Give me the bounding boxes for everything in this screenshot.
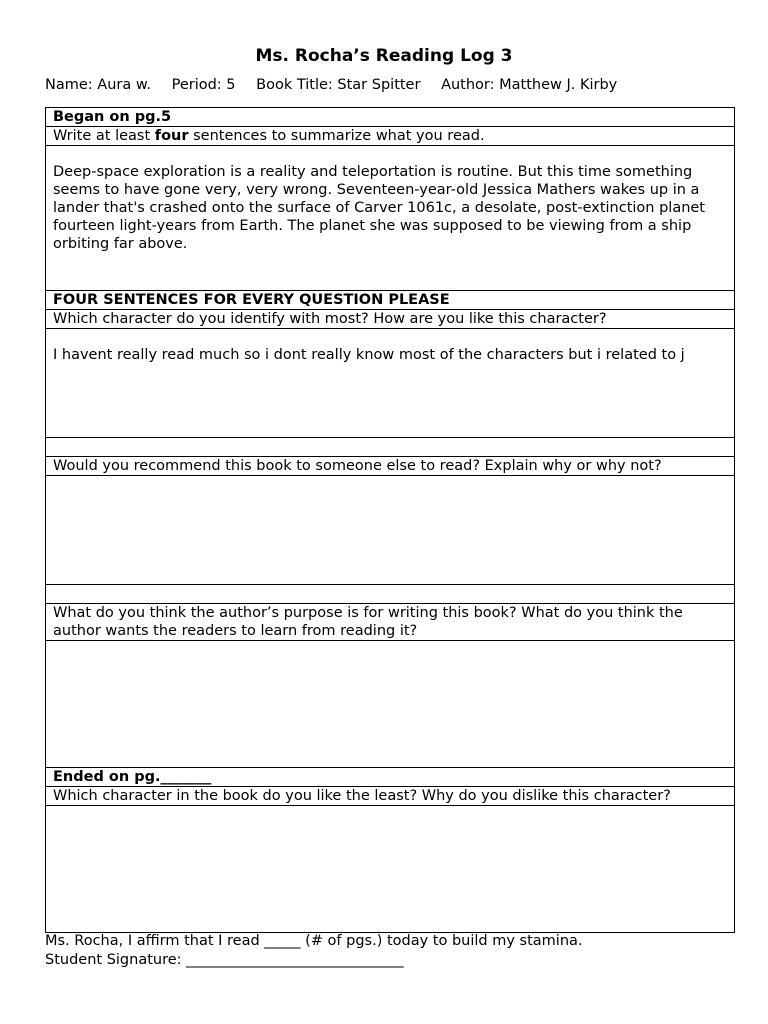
began-on-page: Began on pg.5 bbox=[46, 108, 735, 127]
four-sentences-heading: FOUR SENTENCES FOR EVERY QUESTION PLEASE bbox=[46, 291, 735, 310]
student-info-line bbox=[45, 77, 633, 93]
answer-author-purpose[interactable] bbox=[46, 641, 735, 768]
question-identify-character: Which character do you identify with most? How are you like this character? bbox=[46, 310, 735, 329]
question-recommend-book: Would you recommend this book to someone else to read? Explain why or why not? bbox=[46, 457, 735, 476]
reading-log-table bbox=[45, 107, 735, 933]
book-author: Author: Matthew J. Kirby bbox=[441, 77, 618, 93]
ended-on-page: Ended on pg._______ bbox=[46, 768, 735, 787]
student-name: Name: Aura w. bbox=[45, 77, 151, 93]
student-signature: Student Signature: ______________________________ bbox=[45, 952, 404, 968]
question-least-liked-character: Which character in the book do you like the least? Why do you dislike this character? bbox=[46, 787, 735, 806]
summary-prompt-emphasis: four bbox=[154, 128, 189, 144]
answer-least-liked-character[interactable] bbox=[46, 806, 735, 933]
answer-recommend-book[interactable] bbox=[46, 476, 735, 585]
summary-answer[interactable]: Deep-space exploration is a reality and teleportation is routine. But this time something seems to have gone very, very wrong. Seventeen-year-old Jessica Mathers wakes up in a lander that's crashed onto the surface of Carver 1061c, a desolate, post-extinction planet fourteen light-years from Earth. The planet she was supposed to be viewing from a ship orbiting far above. bbox=[46, 146, 735, 291]
blank-row bbox=[46, 438, 735, 457]
summary-prompt-text: Write at least bbox=[53, 128, 155, 144]
book-title: Book Title: Star Spitter bbox=[256, 77, 421, 93]
student-period: Period: 5 bbox=[171, 77, 236, 93]
question-author-purpose: What do you think the author’s purpose is for writing this book? What do you think the author wants the readers to learn from reading it? bbox=[46, 604, 735, 641]
summary-prompt-text-end: sentences to summarize what you read. bbox=[188, 128, 485, 144]
footer bbox=[45, 932, 583, 970]
summary-prompt bbox=[46, 127, 735, 146]
page-title: Ms. Rocha’s Reading Log 3 bbox=[255, 46, 513, 66]
answer-identify-character[interactable]: I havent really read much so i dont really know most of the characters but i related to j bbox=[46, 329, 735, 438]
blank-row bbox=[46, 585, 735, 604]
affirm-statement: Ms. Rocha, I affirm that I read _____ (# of pgs.) today to build my stamina. bbox=[45, 933, 583, 949]
